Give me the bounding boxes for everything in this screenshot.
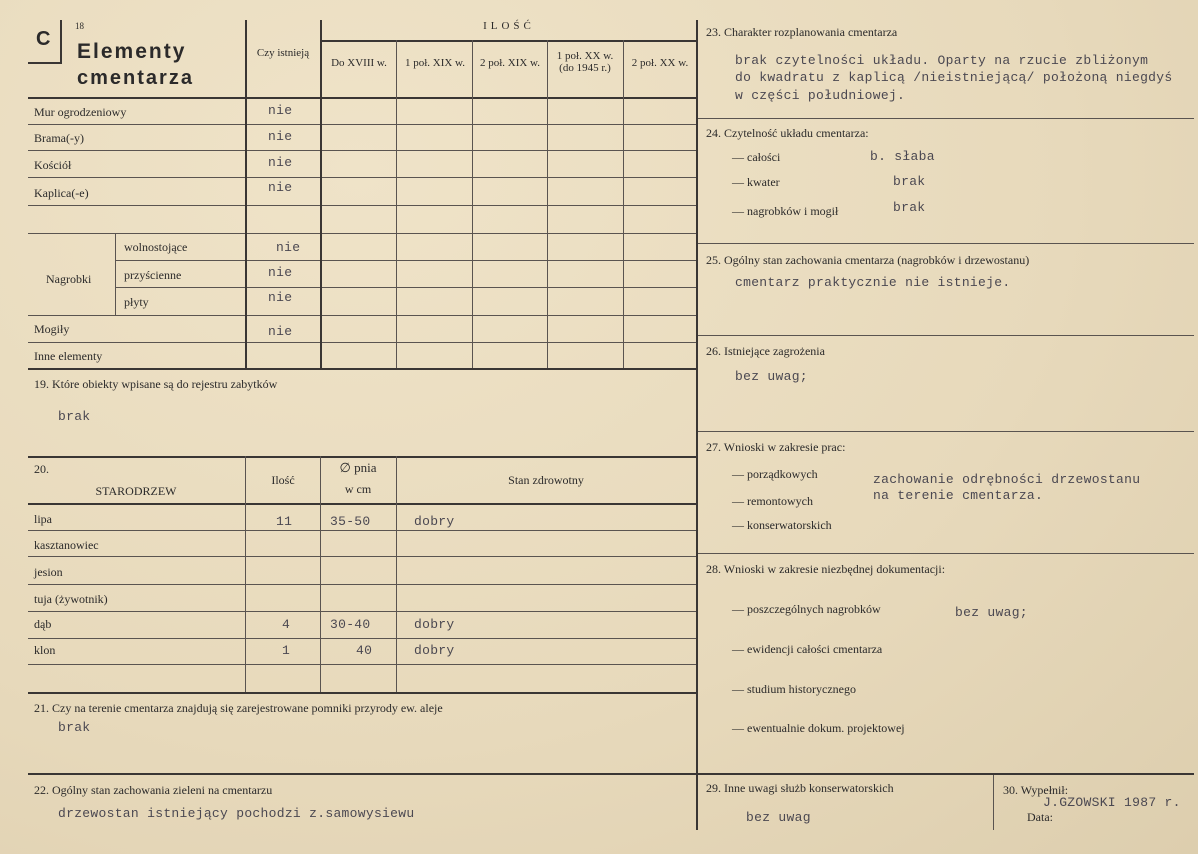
row-line — [28, 556, 696, 557]
col-period-5: 2 poł. XX w. — [631, 57, 689, 69]
row-line — [115, 260, 696, 261]
nagrobki-wolnostojace: wolnostojące — [124, 240, 188, 254]
s29-value: bez uwag — [746, 810, 811, 825]
s20-col-pnia-2: w cm — [344, 482, 372, 496]
s27-value-1: zachowanie odrębności drzewostanu — [873, 472, 1141, 487]
s19-value: brak — [58, 409, 91, 424]
s30-divider — [993, 775, 994, 830]
s30-label: 30. Wypełnił: — [1003, 783, 1069, 797]
row-line — [28, 124, 696, 125]
nagrobki-plyty-value: nie — [268, 290, 293, 305]
col-line — [320, 20, 322, 370]
tree-name: tuja (żywotnik) — [34, 592, 108, 606]
s19-label: 19. Które obiekty wpisane są do rejestru zabytków — [34, 377, 278, 391]
s24-value: brak — [893, 174, 926, 189]
mogily-value: nie — [268, 324, 293, 339]
tree-qty: 4 — [282, 617, 291, 632]
row-value-mur: nie — [268, 103, 293, 118]
row-line — [28, 233, 696, 234]
row-value-kaplica: nie — [268, 180, 293, 195]
tree-name: kasztanowiec — [34, 538, 99, 552]
tree-name: dąb — [34, 617, 52, 631]
s20-col-stan: Stan zdrowotny — [508, 473, 584, 487]
s28-value: bez uwag; — [955, 605, 1028, 620]
c-box-divider — [60, 20, 62, 64]
s21-label: 21. Czy na terenie cmentarza znajdują się zarejestrowane pomniki przyrody ew. aleje — [34, 701, 443, 715]
nagrobki-wolnostojace-value: nie — [276, 240, 301, 255]
s25-label: 25. Ogólny stan zachowania cmentarza (nagrobków i drzewostanu) — [706, 253, 1030, 267]
s24-value: brak — [893, 200, 926, 215]
row-label-mur: Mur ogrodzeniowy — [34, 105, 127, 119]
s21-value: brak — [58, 720, 91, 735]
s20-header: STARODRZEW — [95, 484, 177, 498]
s27-item: — konserwatorskich — [732, 518, 832, 532]
tree-diam: 40 — [356, 643, 373, 658]
ilosc-line — [320, 40, 698, 42]
s27-top-line — [698, 431, 1194, 432]
row-line — [28, 664, 696, 665]
s20-header-line — [28, 503, 696, 505]
col-line — [396, 40, 397, 368]
col-ilosc: ILOŚĆ — [483, 20, 535, 32]
s23-line-3: w części południowej. — [735, 88, 906, 103]
col-line — [472, 40, 473, 368]
row-value-kosciol: nie — [268, 155, 293, 170]
s22-value: drzewostan istniejący pochodzi z.samowysiewu — [58, 806, 415, 821]
row-label-brama: Brama(-y) — [34, 131, 84, 145]
nagrobki-divider — [115, 233, 116, 315]
s28-item: — ewentualnie dokum. projektowej — [732, 721, 905, 735]
row-line — [115, 287, 696, 288]
mogily-label: Mogiły — [34, 322, 70, 336]
s20-bottom-line — [28, 692, 696, 694]
col-period-1: Do XVIII w. — [331, 57, 387, 69]
col-czy-istnieja: Czy istnieją — [256, 47, 310, 59]
s30-date-label: Data: — [1027, 810, 1053, 824]
s29-top-line — [698, 773, 1194, 775]
row-label-kaplica: Kaplica(-e) — [34, 186, 89, 200]
row-line — [28, 315, 696, 316]
col-line — [396, 456, 397, 692]
s20-number: 20. — [34, 462, 49, 476]
row-line — [28, 342, 696, 343]
s25-top-line — [698, 243, 1194, 244]
row-line — [28, 638, 696, 639]
s24-item: — nagrobków i mogił — [732, 204, 839, 218]
inne-elementy-label: Inne elementy — [34, 349, 103, 363]
col-line — [245, 20, 247, 370]
col-line — [245, 456, 246, 692]
nagrobki-plyty: płyty — [124, 295, 149, 309]
s20-top-line — [28, 456, 696, 458]
nagrobki-przyscienne: przyścienne — [124, 268, 182, 282]
s24-item: — kwater — [732, 175, 780, 189]
tree-name: jesion — [34, 565, 63, 579]
s26-top-line — [698, 335, 1194, 336]
s23-label: 23. Charakter rozplanowania cmentarza — [706, 25, 898, 39]
s25-value: cmentarz praktycznie nie istnieje. — [735, 275, 1011, 290]
nagrobki-label: Nagrobki — [46, 272, 92, 286]
s27-item: — porządkowych — [732, 467, 818, 481]
row-line — [28, 611, 696, 612]
row-line — [28, 150, 696, 151]
s24-item: — całości — [732, 150, 781, 164]
s28-top-line — [698, 553, 1194, 554]
s27-item: — remontowych — [732, 494, 813, 508]
s27-value-2: na terenie cmentarza. — [873, 488, 1044, 503]
table-bottom-line — [28, 368, 696, 370]
section-title-2: cmentarza — [77, 67, 194, 89]
tree-state: dobry — [414, 617, 455, 632]
col-period-2: 1 poł. XIX w. — [404, 57, 466, 69]
col-line — [547, 40, 548, 368]
row-line — [28, 205, 696, 206]
row-line — [28, 177, 696, 178]
tree-state: dobry — [414, 514, 455, 529]
s27-label: 27. Wnioski w zakresie prac: — [706, 440, 846, 454]
tree-qty: 1 — [282, 643, 291, 658]
s20-col-ilosc: Ilość — [271, 473, 295, 487]
s28-item: — poszczególnych nagrobków — [732, 602, 881, 616]
nagrobki-przyscienne-value: nie — [268, 265, 293, 280]
s24-label: 24. Czytelność układu cmentarza: — [706, 126, 869, 140]
s30-value: J.GZOWSKI 1987 r. — [1043, 795, 1181, 810]
s26-value: bez uwag; — [735, 369, 808, 384]
s23-line-1: brak czytelności układu. Oparty na rzucie zbliżonym — [735, 53, 1149, 68]
s24-top-line — [698, 118, 1194, 119]
header-bottom-line — [28, 97, 696, 99]
page-number: 18 — [75, 21, 84, 31]
tree-state: dobry — [414, 643, 455, 658]
s28-item: — ewidencji całości cmentarza — [732, 642, 883, 656]
tree-qty: 11 — [276, 514, 293, 529]
s23-line-2: do kwadratu z kaplicą /nieistniejącą/ położoną niegdyś — [735, 70, 1173, 85]
row-value-brama: nie — [268, 129, 293, 144]
tree-name: lipa — [34, 512, 52, 526]
s20-col-pnia-1: ∅ pnia — [339, 460, 377, 475]
row-line — [28, 584, 696, 585]
s28-item: — studium historycznego — [732, 682, 856, 696]
col-line — [320, 456, 321, 692]
s26-label: 26. Istniejące zagrożenia — [706, 344, 825, 358]
col-period-3: 2 poł. XIX w. — [479, 57, 541, 69]
row-line — [28, 530, 696, 531]
tree-diam: 35-50 — [330, 514, 371, 529]
section-letter: C — [36, 28, 51, 50]
tree-diam: 30-40 — [330, 617, 371, 632]
s22-label: 22. Ogólny stan zachowania zieleni na cmentarzu — [34, 783, 273, 797]
row-label-kosciol: Kościół — [34, 158, 72, 172]
s24-value: b. słaba — [870, 149, 935, 164]
tree-name: klon — [34, 643, 56, 657]
c-box-underline — [28, 62, 60, 64]
s29-label: 29. Inne uwagi służb konserwatorskich — [706, 781, 894, 795]
section-title-1: Elementy — [77, 40, 187, 63]
s22-top-line — [28, 773, 696, 775]
col-period-4: 1 poł. XX w. (do 1945 r.) — [556, 50, 614, 74]
center-divider — [696, 20, 698, 830]
col-line — [623, 40, 624, 368]
s28-label: 28. Wnioski w zakresie niezbędnej dokumentacji: — [706, 562, 946, 576]
